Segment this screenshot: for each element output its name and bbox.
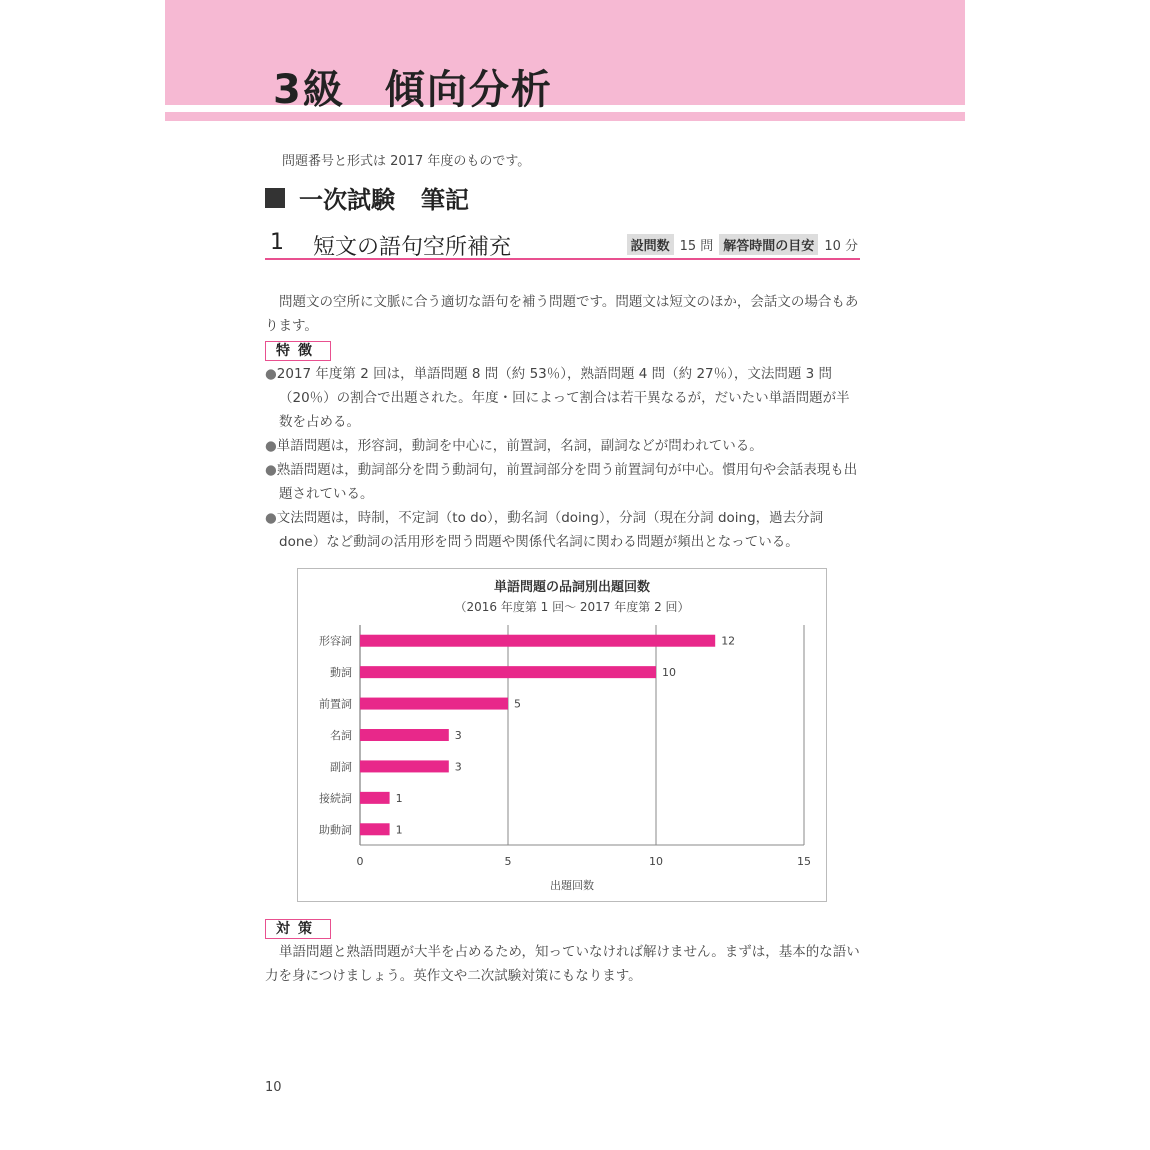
list-item: ●熟語問題は，動詞部分を問う動詞句，前置詞部分を問う前置詞句が中心。慣用句や会話表現も出題されている。 [265, 462, 858, 502]
category-label: 動詞 [330, 666, 352, 680]
format-note: 問題番号と形式は 2017 年度のものです。 [282, 154, 531, 169]
x-tick-label: 0 [356, 855, 364, 868]
bullet-dot-icon: ● [265, 510, 277, 526]
chart-subtitle: （2016 年度第 1 回～ 2017 年度第 2 回） [454, 600, 690, 614]
subsection-meta [627, 234, 858, 255]
bar [360, 635, 715, 647]
intro-paragraph [265, 290, 860, 338]
bar [360, 760, 449, 772]
section-name: 筆記 [421, 186, 469, 214]
intro-text: 問題文の空所に文脈に合う適切な語句を補う問題です。問題文は短文のほか，会話文の場合もあります。 [265, 294, 859, 334]
bullet-dot-icon: ● [265, 438, 277, 454]
data-label: 1 [395, 791, 403, 805]
bar-chart-frame [297, 568, 827, 902]
x-tick-label: 5 [504, 855, 512, 868]
data-label: 10 [662, 666, 676, 680]
category-label: 接続詞 [319, 791, 352, 805]
data-label: 1 [395, 823, 403, 837]
subsection-heading [265, 228, 860, 260]
measures-label: 対策 [265, 919, 331, 939]
question-count-value: 15 問 [679, 239, 714, 254]
grade-label: 3級 [273, 67, 345, 113]
data-label: 3 [454, 729, 462, 742]
section-prefix: 一次試験 [299, 186, 395, 214]
bar [360, 698, 508, 710]
chart-title: 単語問題の品詞別出題回数 [493, 580, 651, 595]
section-heading [265, 180, 469, 215]
data-label: 12 [721, 634, 736, 648]
bar [360, 666, 656, 678]
measures-text: 単語問題と熟語問題が大半を占めるため，知っていなければ解けません。まずは，基本的な語い力を身につけましょう。英作文や二次試験対策にもなります。 [265, 944, 860, 984]
category-label: 前置詞 [319, 697, 352, 711]
data-label: 5 [514, 697, 521, 711]
x-tick-label: 10 [649, 855, 663, 868]
features-label: 特徴 [265, 341, 331, 361]
time-label: 解答時間の目安 [719, 234, 818, 255]
category-label: 名詞 [330, 729, 352, 742]
chart-x-axis-label: 出題回数 [550, 879, 594, 892]
list-item: ●文法問題は，時制，不定詞（to do），動名詞（doing），分詞（現在分詞 doing，過去分詞 done）など動詞の活用形を問う問題や関係代名詞に関わる問題が頻出となっている。 [265, 510, 824, 550]
data-label: 3 [454, 760, 462, 774]
question-count-label: 設問数 [627, 234, 674, 255]
bar-chart [298, 569, 826, 901]
page-number: 10 [265, 1080, 282, 1095]
measures-paragraph [265, 940, 860, 988]
category-label: 助動詞 [319, 823, 352, 837]
features-list [265, 362, 860, 554]
time-value: 10 分 [824, 239, 858, 254]
category-label: 形容詞 [319, 634, 352, 648]
chapter-name: 傾向分析 [384, 67, 553, 113]
subsection-title: 短文の語句空所補充 [313, 235, 512, 260]
x-tick-label: 15 [797, 855, 811, 868]
subsection-number: 1 [270, 230, 284, 255]
list-item: ●単語問題は，形容詞，動詞を中心に，前置詞，名詞，副詞などが問われている。 [265, 438, 763, 454]
bar [360, 823, 390, 835]
bar [360, 792, 390, 804]
square-bullet-icon [265, 188, 285, 208]
bullet-dot-icon: ● [265, 462, 277, 478]
bar [360, 729, 449, 741]
list-item: ●2017 年度第 2 回は，単語問題 8 問（約 53％），熟語問題 4 問（約 27％），文法問題 3 問（20％）の割合で出題された。年度・回によって割合は若干異なるが，だいたい単語問題が半数を占める。 [265, 366, 850, 430]
bullet-dot-icon: ● [265, 366, 277, 382]
chapter-title [273, 58, 553, 115]
category-label: 副詞 [330, 760, 352, 774]
